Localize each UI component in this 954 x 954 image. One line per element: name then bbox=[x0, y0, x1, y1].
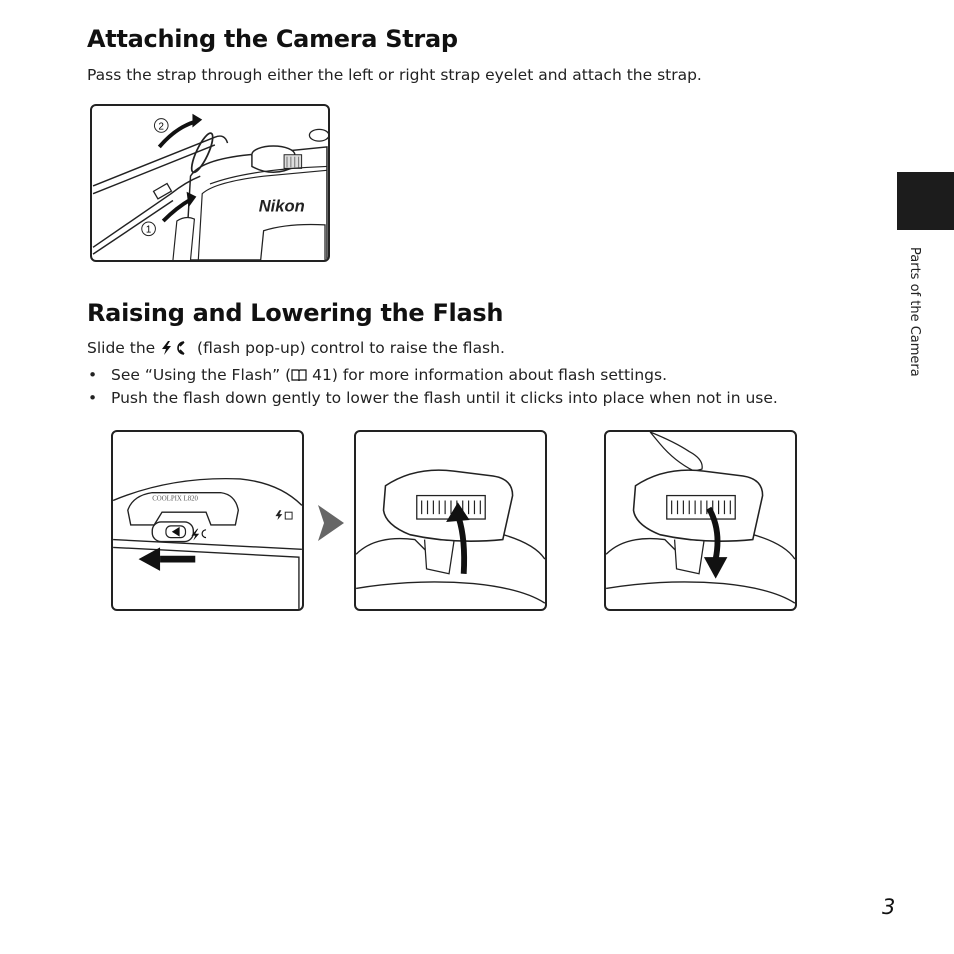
flash-intro-before: Slide the bbox=[87, 339, 161, 357]
step-1-label: 1 bbox=[145, 224, 152, 236]
flash-popup-icon bbox=[160, 340, 192, 360]
section-heading-camera-strap: Attaching the Camera Strap bbox=[87, 25, 458, 53]
page-number: 3 bbox=[882, 895, 896, 919]
flash-slider-illustration bbox=[113, 432, 302, 609]
section-tab-marker bbox=[897, 172, 954, 230]
flash-lowered-figure bbox=[604, 430, 797, 611]
bullet-1-page-ref: 41 bbox=[307, 366, 332, 384]
strap-instructions: Pass the strap through either the left or right strap eyelet and attach the strap. bbox=[87, 66, 702, 84]
bullet-item: • Push the flash down gently to lower the flash until it clicks into place when not in use. bbox=[88, 389, 778, 407]
bullet-1-text-after: ) for more information about flash settings. bbox=[331, 366, 667, 384]
section-heading-flash: Raising and Lowering the Flash bbox=[87, 299, 504, 327]
camera-strap-illustration bbox=[92, 106, 328, 260]
camera-strap-figure bbox=[90, 104, 330, 262]
flash-raised-illustration bbox=[356, 432, 545, 609]
flash-raised-figure bbox=[354, 430, 547, 611]
bullet-1-text-before: See “Using the Flash” ( bbox=[111, 366, 292, 384]
bullet-2-text: Push the flash down gently to lower the flash until it clicks into place when not in use. bbox=[111, 389, 778, 407]
sidebar-section-label: Parts of the Camera bbox=[907, 247, 922, 377]
brand-logo: Nikon bbox=[258, 196, 305, 216]
flash-slider-figure bbox=[111, 430, 304, 611]
flash-lowered-illustration bbox=[606, 432, 795, 609]
flash-intro-after: (flash pop-up) control to raise the flash. bbox=[192, 339, 505, 357]
bullet-item: • See “Using the Flash” ( 41) for more information about flash settings. bbox=[88, 366, 667, 384]
flash-intro bbox=[87, 339, 505, 360]
camera-model-label: COOLPIX L820 bbox=[152, 495, 198, 503]
step-2-label: 2 bbox=[158, 121, 164, 133]
arrow-right-icon bbox=[318, 505, 344, 545]
book-icon bbox=[291, 368, 307, 386]
